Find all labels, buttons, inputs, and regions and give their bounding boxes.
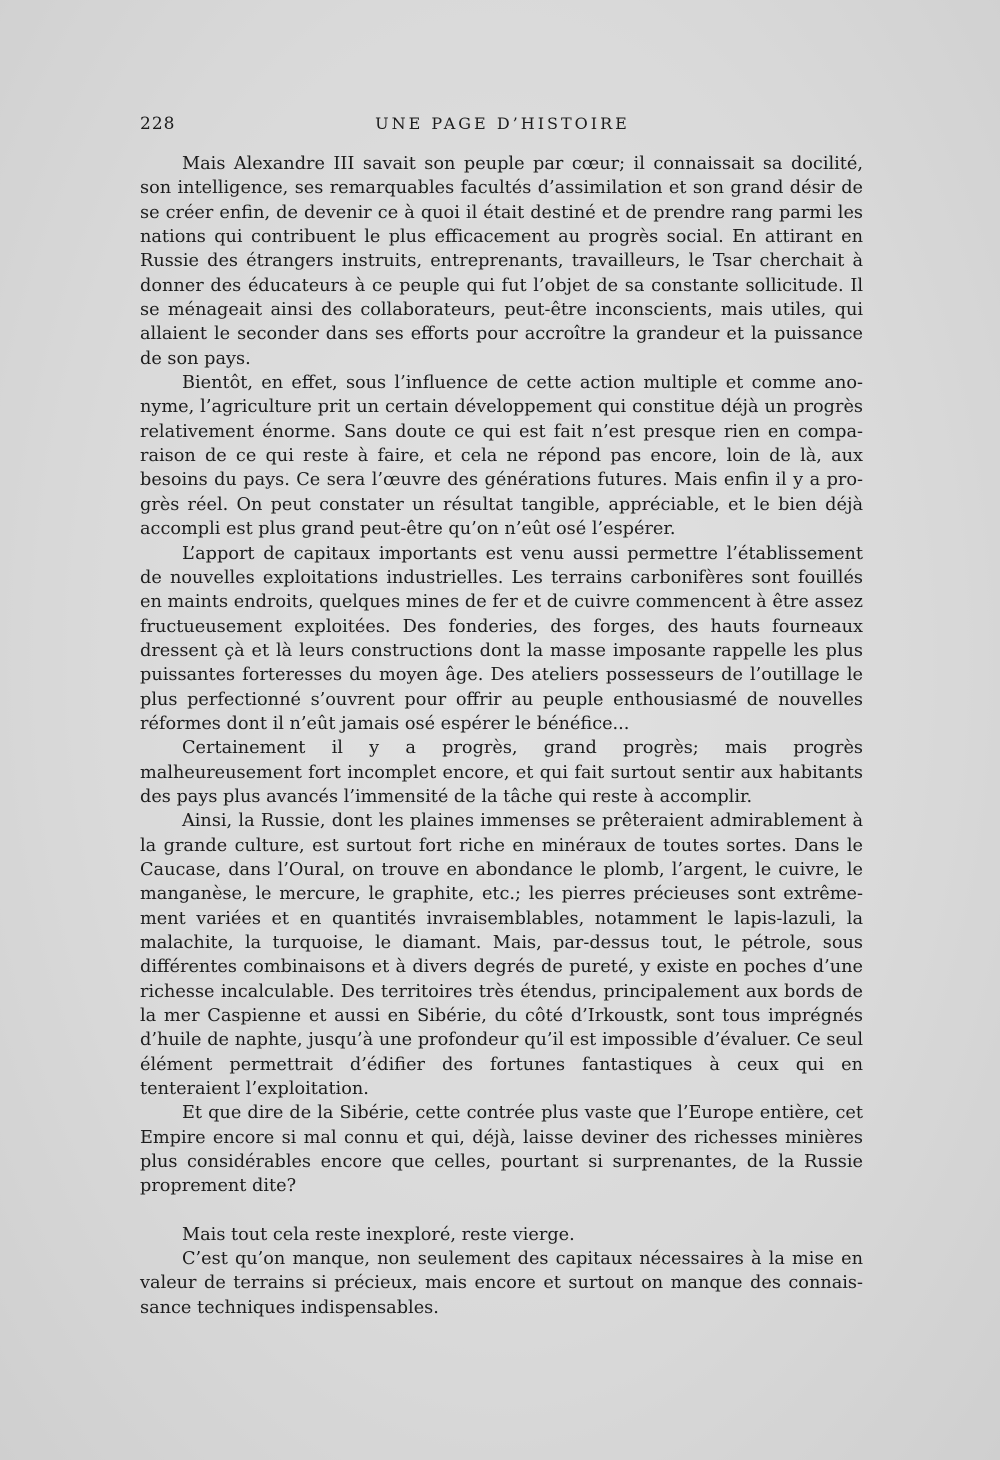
paragraph-siberie: Et que dire de la Sibérie, cette contrée plus vaste que l’Europe entière, cet Empire encore si mal connu et qui, déjà, laisse deviner des richesses minières plus considérables encore que celles, pourtant si surprenantes, de la Russie proprement dite? — [140, 1103, 863, 1197]
paragraph-mineraux: Ainsi, la Russie, dont les plaines immenses se prêteraient admirablement à la grande culture, est surtout fort riche en minéraux de toutes sortes. Dans le Caucase, dans l’Oural, on trouve en abondance le plomb, l’argent, le cuivre, le manganèse, le mercure, le graphite, etc.; les pierres précieuses sont extrêmement variées et en quantités invraisemblables, notamment le lapis-lazuli, la malachite, la turquoise, le diamant. Mais, par-dessus tout, le pétrole, sous différentes combinaisons et à divers degrés de pureté, y existe en poches d’une richesse incalculable. Des territoires très étendus, principalement aux bords de la mer Caspienne et aussi en Sibérie, du côté d’Irkoustk, sont tous imprégnés d’huile de naphte, jusqu’à une profondeur qu’il est impossible d’évaluer. Ce seul élément permettrait d’édifier des fortunes fantastiques à ceux qui en tenteraient l’exploitation. — [140, 811, 863, 1100]
paragraph-agriculture: Bientôt, en effet, sous l’influence de cette action multiple et comme anonyme, l’agriculture prit un certain développement qui constitue déjà un progrès relativement énorme. Sans doute ce qui est fait n’est presque rien en comparaison de ce qui reste à faire, et cela ne répond pas encore, loin de là, aux besoins du pays. Ce sera l’œuvre des générations futures. Mais enfin il y a progrès réel. On peut constater un résultat tangible, appréciable, et le bien déjà accompli est plus grand peut-être qu’on n’eût osé l’espérer. — [140, 373, 863, 540]
paragraph-alexandre: Mais Alexandre III savait son peuple par cœur; il connaissait sa docilité, son intelligence, ses remarquables facultés d’assimilation et son grand désir de se créer enfin, de devenir ce à quoi il était destiné et de prendre rang parmi les nations qui contribuent le plus efficacement au progrès social. En attirant en Russie des étrangers instruits, entreprenants, travailleurs, le Tsar cherchait à donner des éducateurs à ce peuple qui fut l’objet de sa constante sollicitude. Il se ménageait ainsi des collaborateurs, peut-être inconscients, mais utiles, qui allaient le seconder dans ses efforts pour accroître la grandeur et la puissance de son pays. — [140, 154, 863, 369]
running-head — [140, 114, 865, 138]
page-number: 228 — [140, 114, 176, 134]
running-head-title: UNE PAGE D’HISTOIRE — [375, 114, 630, 133]
paragraph-inexplore: Mais tout cela reste inexploré, reste vierge. — [182, 1224, 575, 1245]
paragraph-capitaux: L’apport de capitaux importants est venu aussi permettre l’établissement de nouvelles exploitations industrielles. Les terrains carbonifères sont fouillés en maints endroits, quelques mines de fer et de cuivre commencent à être assez fructueusement exploitées. Des fonderies, des forges, des hauts fourneaux dressent çà et là leurs constructions dont la masse imposante rappelle les plus puissantes forteresses du moyen âge. Des ateliers possesseurs de l’outillage le plus perfectionné s’ouvrent pour offrir au peuple enthousiasmé de nouvelles réformes dont il n’eût jamais osé espérer le bénéfice... — [140, 543, 863, 734]
paragraph-progres: Certainement il y a progrès, grand progrès; mais progrès malheureusement fort incomplet encore, et qui fait surtout sentir aux habitants des pays plus avancés l’immensité de la tâche qui reste à accomplir. — [140, 738, 863, 807]
paragraph-connaissances: C’est qu’on manque, non seulement des capitaux nécessaires à la mise en valeur de terrains si précieux, mais encore et surtout on manque des connaissance techniques indispensables. — [140, 1249, 863, 1318]
body-text — [140, 152, 863, 1320]
